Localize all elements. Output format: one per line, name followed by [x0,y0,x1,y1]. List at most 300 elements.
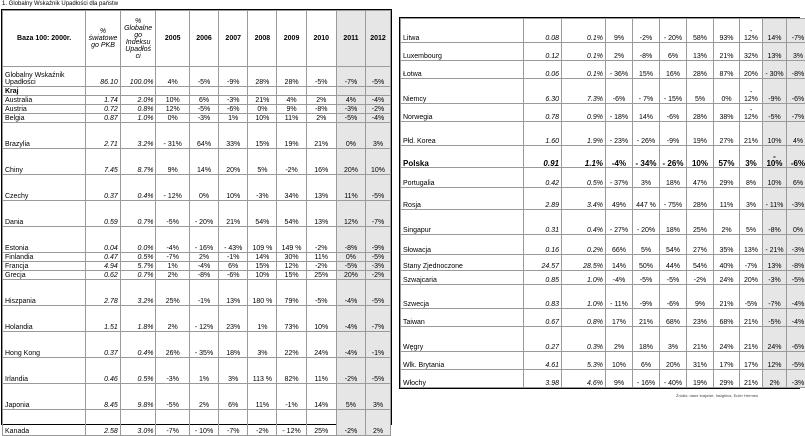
year-value: -5% [306,280,336,306]
gdp-share: 86.10 [86,67,121,87]
year-value: 5% [248,149,277,175]
year-value: 9% [606,19,633,43]
country-name: Luxembourg [401,43,524,61]
year-value: - 21% [763,234,787,254]
year-header: 2008 [248,11,277,67]
year-value: -7% [366,201,391,227]
year-value: 26% [156,332,190,358]
gdp-share: 0.37 [86,175,121,201]
index-share: 1.9% [562,121,606,145]
year-value: - 12% [740,103,763,121]
index-share-header: % Globalne go Indeksu Upadłoś ci [120,11,156,67]
index-share: 0.1% [562,43,606,61]
right-table-panel [399,17,800,389]
table-row [401,61,805,79]
year-value: -5% [366,358,391,384]
year-value: 16% [306,149,336,175]
year-value: 10% [366,149,391,175]
country-name: Węgry [401,327,524,351]
year-value: -9% [633,285,660,309]
year-value: -4% [366,96,391,105]
year-value: -4% [189,262,218,271]
table-row [401,254,805,270]
year-value: 4% [336,96,365,105]
year-value: -2% [306,227,336,253]
empty-cell [189,87,218,96]
table-row [401,79,805,103]
index-share: 0.4% [120,332,156,358]
year-header: 2011 [336,11,365,67]
country-name: Polska [401,145,524,167]
gdp-share: 0.42 [524,168,562,188]
year-value: - 11% [606,285,633,309]
year-value: 21% [714,285,740,309]
year-value: -5% [366,280,391,306]
year-value: 17% [714,351,740,369]
year-value: -4% [787,285,805,309]
year-value: 10% [687,145,714,167]
year-value: -8% [633,43,660,61]
year-value: - 12% [740,19,763,43]
index-share: 1.1% [562,145,606,167]
index-share: 28.5% [562,254,606,270]
country-name: Płd. Korea [401,121,524,145]
index-share: 0.8% [120,105,156,114]
country-name: Brazylia [3,123,86,149]
table-row [401,168,805,188]
year-value: 17% [606,309,633,327]
year-value: 57% [714,145,740,167]
year-value: - 11% [763,188,787,210]
gdp-share: 1.74 [86,96,121,105]
gdp-share-header: % światowe go PKB [86,11,121,67]
year-value: -2% [687,270,714,284]
index-share: 3.4% [562,188,606,210]
year-value: 14% [633,103,660,121]
year-value: 19% [687,369,714,387]
gdp-share: 0.47 [86,253,121,262]
year-value: 3% [740,188,763,210]
year-value: 1% [156,262,190,271]
right-bankruptcy-table [400,18,805,388]
year-value: -3% [366,262,391,271]
gdp-share: 2.78 [86,280,121,306]
year-value: 3% [633,168,660,188]
year-value: -7% [219,410,248,436]
year-value: 58% [687,19,714,43]
index-share: 2.0% [120,96,156,105]
year-value: 23% [219,306,248,332]
year-value: 24% [763,327,787,351]
index-share: 0.4% [120,175,156,201]
year-value: - 12% [189,306,218,332]
year-value: 0% [336,253,365,262]
country-name: Rosja [401,188,524,210]
year-value: - 10% [189,410,218,436]
year-value: 9% [606,369,633,387]
empty-cell [156,87,190,96]
year-value: 21% [740,121,763,145]
year-value: -5% [306,67,336,87]
year-value: - 15% [660,79,687,103]
year-value: -4% [156,227,190,253]
year-value: 5% [336,384,365,410]
year-value: 10% [763,121,787,145]
index-share: 1.0% [562,285,606,309]
year-value: - 26% [633,121,660,145]
year-value: 4% [156,67,190,87]
table-row [401,285,805,309]
gdp-share: 6.30 [524,79,562,103]
table-row [401,234,805,254]
year-value: 23% [687,309,714,327]
year-value: 13% [763,254,787,270]
year-value: 20% [740,270,763,284]
year-value: - 16% [189,227,218,253]
year-value: -8% [787,61,805,79]
year-value: 21% [714,43,740,61]
table-row [401,270,805,284]
year-value: 180 % [248,280,277,306]
year-value: 15% [633,61,660,79]
year-value: 47% [687,168,714,188]
year-value: -5% [189,67,218,87]
year-value: 113 % [248,358,277,384]
year-value: -2% [366,105,391,114]
table-row [3,96,391,105]
year-value: 50% [633,254,660,270]
year-value: 28% [248,67,277,87]
year-value: 12% [336,201,365,227]
year-value: 64% [189,123,218,149]
country-name: Włochy [401,369,524,387]
table-row [3,253,391,262]
year-value: -3% [787,369,805,387]
table-row [3,114,391,123]
year-value: -6% [606,79,633,103]
gdp-share: 2.71 [86,123,121,149]
gdp-share: 0.87 [86,114,121,123]
year-value: 13% [219,280,248,306]
year-value: 6% [219,384,248,410]
year-value: 38% [714,103,740,121]
country-name: Singapur [401,210,524,234]
year-value: 3% [219,358,248,384]
year-value: -4% [336,332,365,358]
year-header: 2009 [277,11,306,67]
year-value: -5% [336,262,365,271]
year-value: 16% [660,61,687,79]
gdp-share: 0.83 [524,285,562,309]
year-value: -7% [787,19,805,43]
year-value: 49% [606,188,633,210]
gdp-share: 0.85 [524,270,562,284]
left-bankruptcy-table [2,10,391,436]
year-value: 2% [189,253,218,262]
year-value: -9% [763,79,787,103]
year-value: - 31% [156,123,190,149]
year-value: 21% [740,327,763,351]
year-value: 25% [156,280,190,306]
empty-cell [366,87,391,96]
year-value: -6% [219,105,248,114]
country-name: Belgia [3,114,86,123]
empty-cell [219,87,248,96]
year-value: -2% [633,19,660,43]
year-value: -5% [660,270,687,284]
year-value: - 40% [660,369,687,387]
year-value: 14% [248,253,277,262]
table-row [3,271,391,280]
year-value: -8% [306,105,336,114]
year-value: 10% [219,175,248,201]
year-value: -7% [787,103,805,121]
year-value: 14% [763,19,787,43]
empty-cell [120,87,156,96]
year-value: 0% [189,175,218,201]
year-value: -3% [787,188,805,210]
country-name: Finlandia [3,253,86,262]
year-value: 6% [660,43,687,61]
source-note: Źródło: dane krajowe, Insightcs, Euler Hermes [676,393,758,398]
year-value: 15% [248,262,277,271]
year-value: 21% [740,369,763,387]
country-name: Taiwan [401,309,524,327]
year-value: -5% [366,175,391,201]
year-value: - 20% [633,210,660,234]
year-value: 13% [763,43,787,61]
year-value: 17% [740,351,763,369]
year-value: -3% [763,270,787,284]
year-value: -8% [336,227,365,253]
index-share: 0.3% [562,327,606,351]
gdp-share: 4.94 [86,262,121,271]
index-share: 1.0% [562,270,606,284]
year-value: 2% [306,96,336,105]
table-row [3,227,391,253]
year-value: - 12% [740,79,763,103]
table-row [3,175,391,201]
year-value: 18% [660,210,687,234]
empty-cell [336,87,365,96]
year-value: 3% [248,332,277,358]
year-value: 27% [714,121,740,145]
table-row [401,19,805,43]
year-value: -1% [189,280,218,306]
year-value: 21% [306,123,336,149]
year-value: 21% [740,309,763,327]
year-value: - 18% [606,103,633,121]
year-value: 11% [306,358,336,384]
country-name: Dania [3,201,86,227]
year-value: 5% [687,79,714,103]
year-value: 11% [248,384,277,410]
country-name: Globalny Wskaźnik Upadłości [3,67,86,87]
year-value: 1% [189,358,218,384]
year-value: 20% [219,149,248,175]
year-value: 6% [189,96,218,105]
gdp-share: 8.45 [86,384,121,410]
table-row [401,121,805,145]
year-value: -2% [336,358,365,384]
year-value: -6% [660,103,687,121]
empty-cell [248,87,277,96]
year-header: 2007 [219,11,248,67]
year-value: -2% [277,149,306,175]
year-value: -7% [336,67,365,87]
gdp-share: 1.51 [86,306,121,332]
year-value: 4% [787,121,805,145]
year-value: 18% [219,332,248,358]
index-share: 9.8% [120,384,156,410]
country-name: Francja [3,262,86,271]
year-value: -6% [219,271,248,280]
table-row [401,188,805,210]
country-name: Australia [3,96,86,105]
table-row [3,306,391,332]
year-value: 14% [606,254,633,270]
year-value: -1% [219,253,248,262]
year-value: -9% [660,121,687,145]
year-value: - 20% [660,19,687,43]
year-value: 2% [366,410,391,436]
table-row [3,67,391,87]
table-row [3,384,391,410]
year-value: -6% [787,327,805,351]
year-value: 3% [787,43,805,61]
gdp-share: 1.60 [524,121,562,145]
year-value: 4% [277,96,306,105]
year-value: 1% [248,306,277,332]
year-value: - 30% [763,61,787,79]
year-value: - 12% [277,410,306,436]
country-name: Irlandia [3,358,86,384]
year-value: -8% [763,210,787,234]
index-share: 7.3% [562,79,606,103]
year-value: -5% [787,351,805,369]
year-value: -1% [366,332,391,358]
year-value: 2% [606,43,633,61]
year-value: - 75% [660,188,687,210]
year-value: -3% [219,96,248,105]
index-share: 3.0% [120,410,156,436]
year-value: 68% [714,309,740,327]
year-header: 2005 [156,11,190,67]
index-share: 3.2% [120,123,156,149]
index-share: 0.5% [562,168,606,188]
year-value: 11% [306,253,336,262]
year-value: -6% [660,285,687,309]
gdp-share: 0.62 [86,271,121,280]
gdp-share: 0.08 [524,19,562,43]
year-value: -5% [366,253,391,262]
year-value: 15% [277,271,306,280]
country-name: Litwa [401,19,524,43]
country-name: Szwecja [401,285,524,309]
empty-cell [277,87,306,96]
year-value: 28% [687,61,714,79]
country-name: Hong Kong [3,332,86,358]
table-row [3,280,391,306]
year-value: 25% [306,271,336,280]
year-value: 3% [366,123,391,149]
year-value: 13% [306,201,336,227]
gdp-share: 0.31 [524,210,562,234]
year-value: 9% [277,105,306,114]
year-value: -5% [633,270,660,284]
year-value: - 37% [606,168,633,188]
year-value: 79% [277,280,306,306]
year-value: 18% [633,327,660,351]
gdp-share: 2.89 [524,188,562,210]
index-share: 0.1% [562,19,606,43]
year-value: -9% [366,227,391,253]
year-value: 6% [219,262,248,271]
year-value: 20% [740,61,763,79]
year-header: 2010 [306,11,336,67]
gdp-share: 0.91 [524,145,562,167]
year-value: 44% [660,254,687,270]
year-value: 2% [156,306,190,332]
gdp-share: 0.04 [86,227,121,253]
gdp-share: 4.61 [524,351,562,369]
year-value: 13% [306,175,336,201]
kraj-row [3,87,391,96]
country-name: Hiszpania [3,280,86,306]
year-value: -2% [306,262,336,271]
table-row [401,145,805,167]
year-value: -4% [336,306,365,332]
table-row [401,103,805,121]
year-value: 0% [787,210,805,234]
gdp-share: 0.16 [524,234,562,254]
year-value: 34% [277,175,306,201]
year-value: 22% [277,332,306,358]
year-value: - 16% [633,369,660,387]
year-value: 20% [660,351,687,369]
year-value: 6% [633,351,660,369]
country-name: Szwajcaria [401,270,524,284]
country-name: Grecja [3,271,86,280]
year-value: 54% [660,234,687,254]
index-share: 8.7% [120,149,156,175]
year-value: 24% [714,327,740,351]
year-value: 8% [740,168,763,188]
base-header: Baza 100: 2000r. [3,11,86,67]
year-value: 2% [306,114,336,123]
year-value: 149 % [277,227,306,253]
year-value: 25% [687,210,714,234]
year-value: 2% [189,384,218,410]
year-value: 0% [248,105,277,114]
country-name: Portugalia [401,168,524,188]
country-name: Norwegia [401,103,524,121]
year-value: 32% [740,43,763,61]
table-caption: 1. Globalny Wskaźnik Upadłości dla państw [2,1,118,7]
year-value: -1% [277,384,306,410]
year-value: 0% [156,114,190,123]
year-value: -2% [366,271,391,280]
year-value: 21% [633,309,660,327]
index-share: 0.5% [120,358,156,384]
year-value: 33% [219,123,248,149]
table-row [3,201,391,227]
index-share: 0.1% [562,61,606,79]
gdp-share: 0.72 [86,105,121,114]
gdp-share: 0.27 [524,327,562,351]
year-value: 11% [336,175,365,201]
country-name: Austria [3,105,86,114]
